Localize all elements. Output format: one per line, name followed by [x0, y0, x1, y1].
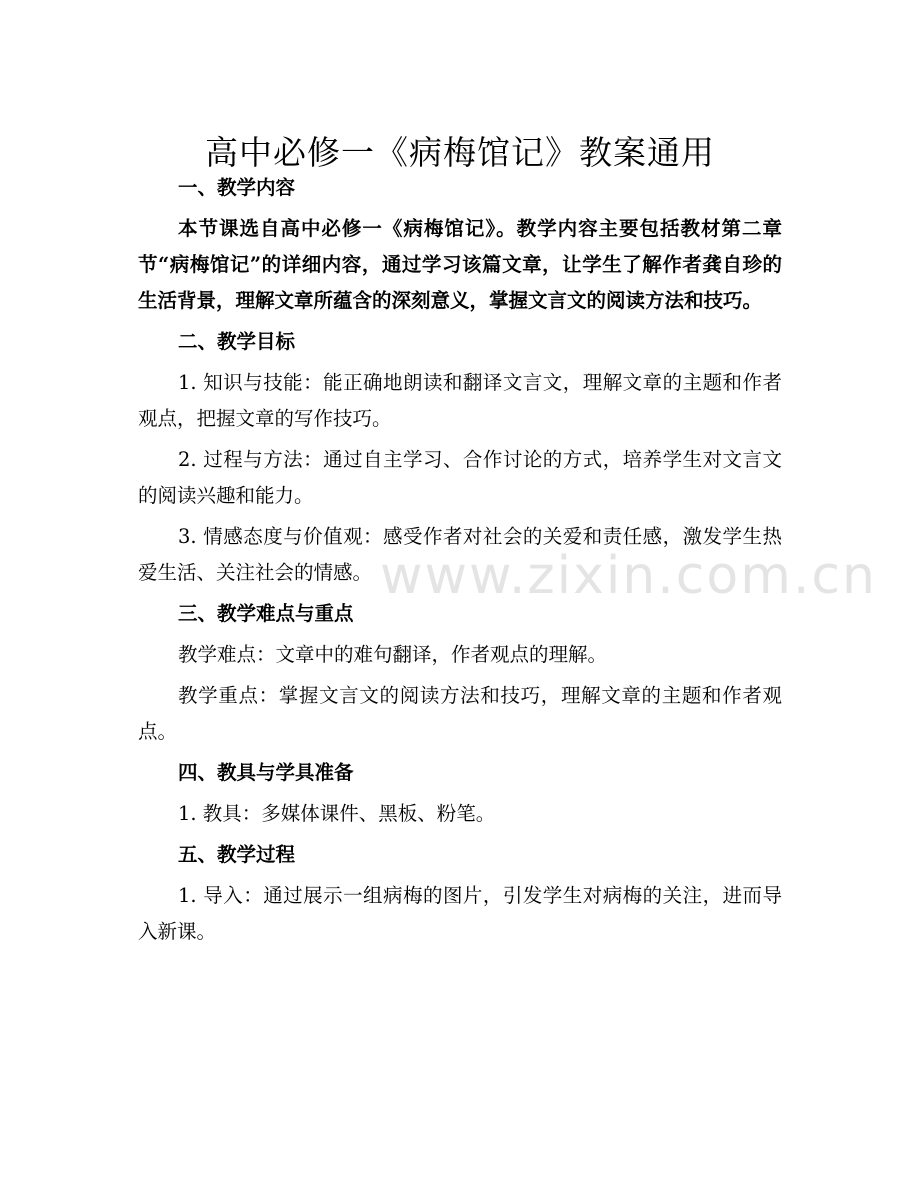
watermark: www.zixin.com.cn	[380, 546, 877, 606]
document-body	[138, 170, 782, 955]
section-heading-tools: 四、教具与学具准备	[178, 761, 354, 784]
paragraph-goal-emotion: 3. 情感态度与价值观：感受作者对社会的关爱和责任感，激发学生热爱生活、关注社会的情感。	[138, 525, 782, 584]
paragraph-introduction: 1. 导入：通过展示一组病梅的图片，引发学生对病梅的关注，进而导入新课。	[138, 884, 782, 943]
page-title: 高中必修一《病梅馆记》教案通用	[205, 133, 715, 173]
paragraph-goal-process: 2. 过程与方法：通过自主学习、合作讨论的方式，培养学生对文言文的阅读兴趣和能力。	[138, 448, 782, 507]
section-heading-teaching-goals: 二、教学目标	[178, 330, 296, 353]
paragraph-key-point: 教学重点：掌握文言文的阅读方法和技巧，理解文章的主题和作者观点。	[138, 684, 782, 743]
section-heading-difficulties: 三、教学难点与重点	[178, 602, 354, 625]
paragraph-teaching-content: 本节课选自高中必修一《病梅馆记》。教学内容主要包括教材第二章节“病梅馆记”的详细内容，通过学习该篇文章，让学生了解作者龚自珍的生活背景，理解文章所蕴含的深刻意义，掌握文言文的阅读方法和技巧。	[138, 217, 782, 312]
paragraph-tools: 1. 教具：多媒体课件、黑板、粉笔。	[178, 802, 496, 825]
section-heading-process: 五、教学过程	[178, 843, 296, 866]
paragraph-difficulty: 教学难点：文章中的难句翻译，作者观点的理解。	[178, 643, 608, 666]
paragraph-goal-knowledge: 1. 知识与技能：能正确地朗读和翻译文言文，理解文章的主题和作者观点，把握文章的写作技巧。	[138, 371, 782, 430]
section-heading-teaching-content: 一、教学内容	[178, 176, 296, 199]
